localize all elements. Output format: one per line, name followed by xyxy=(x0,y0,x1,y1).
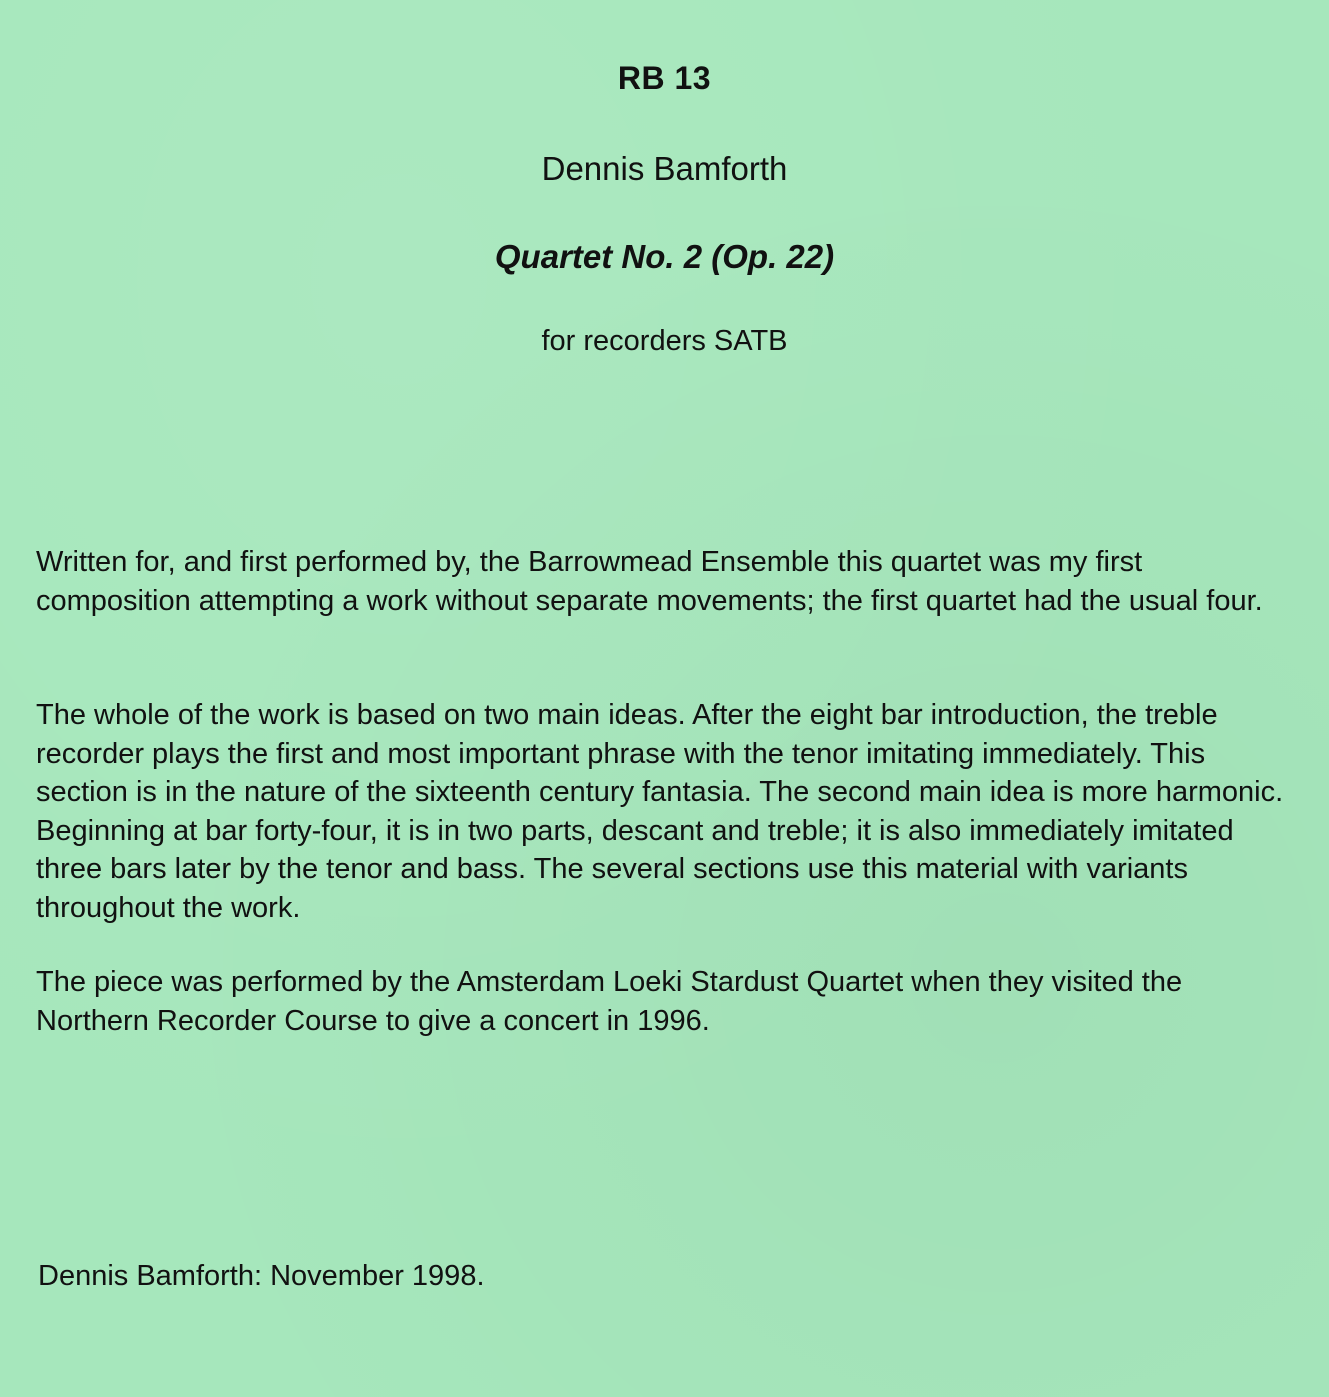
work-title: Quartet No. 2 (Op. 22) xyxy=(494,238,835,275)
composer-name: Dennis Bamforth xyxy=(541,150,788,187)
paragraph-3: The piece was performed by the Amsterdam Loeki Stardust Quartet when they visited the Northern Recorder Course to give a concert in 1996. xyxy=(36,966,1183,1037)
signature-date: Dennis Bamforth: November 1998. xyxy=(38,1260,485,1292)
catalogue-code: RB 13 xyxy=(617,60,712,96)
instrumentation: for recorders SATB xyxy=(541,325,788,357)
paragraph-1: Written for, and first performed by, the Barrowmead Ensemble this quartet was my first composition attempting a work without separate movements; the first quartet had the usual four. xyxy=(36,546,1263,617)
paragraph-2: The whole of the work is based on two main ideas. After the eight bar introduction, the treble recorder plays the first and most important phrase with the tenor imitating immediately. This section is in the nature of the sixteenth century fantasia. The second main idea is more harmonic. Beginning at bar forty-four, it is in two parts, descant and treble; it is also immediately imitated three bars later by the tenor and bass. The several sections use this material with variants throughout the work. xyxy=(36,699,1284,924)
